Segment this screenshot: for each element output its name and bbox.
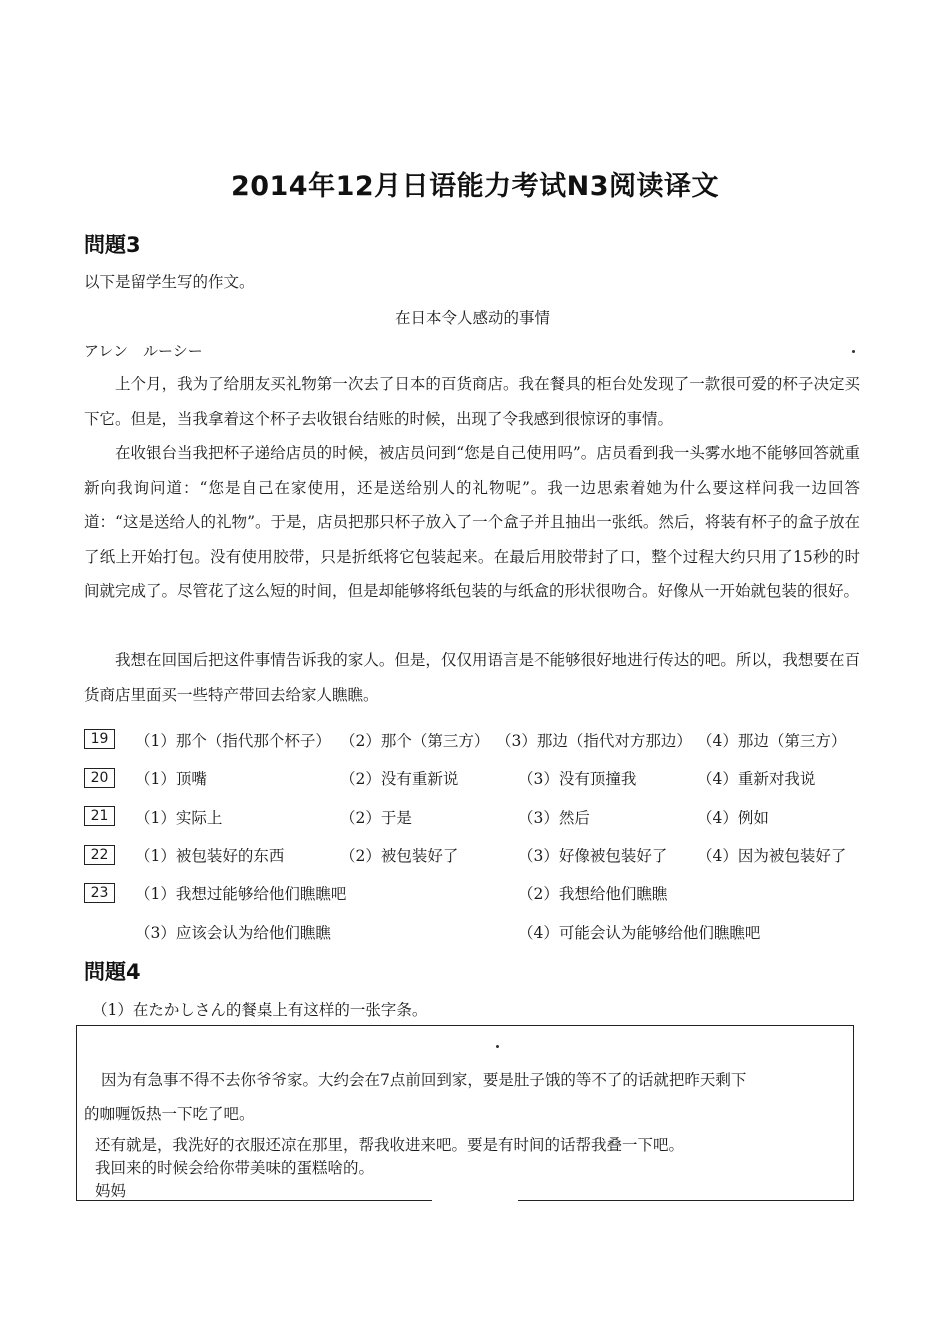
page-title: 2014年12月日语能力考试N3阅读译文 bbox=[230, 171, 720, 202]
question-number-20: 20 bbox=[84, 768, 115, 788]
q23-option-1: （1）我想过能够给他们瞧瞧吧 bbox=[135, 885, 347, 903]
q22-option-1: （1）被包装好的东西 bbox=[135, 847, 285, 865]
q23-option-2: （2）我想给他们瞧瞧 bbox=[518, 885, 668, 903]
question-number-21: 21 bbox=[84, 806, 115, 826]
scan-speck bbox=[852, 350, 855, 353]
q21-option-3: （3）然后 bbox=[518, 809, 590, 827]
memo-line-1: 因为有急事不得不去你爷爷家。大约会在7点前回到家，要是肚子饿的等不了的话就把昨天剩下 bbox=[101, 1071, 747, 1089]
scan-speck bbox=[496, 1045, 499, 1048]
q21-option-4: （4）例如 bbox=[697, 809, 769, 827]
q19-option-4: （4）那边（第三方） bbox=[697, 732, 847, 750]
q23-option-3: （3）应该会认为给他们瞧瞧 bbox=[135, 924, 331, 942]
q22-option-2: （2）被包装好了 bbox=[340, 847, 459, 865]
q21-option-1: （1）实际上 bbox=[135, 809, 223, 827]
q22-option-3: （3）好像被包装好了 bbox=[518, 847, 668, 865]
q20-option-2: （2）没有重新说 bbox=[340, 770, 459, 788]
question-number-22: 22 bbox=[84, 845, 115, 865]
q20-option-1: （1）顶嘴 bbox=[135, 770, 207, 788]
memo-signature: 妈妈 bbox=[95, 1182, 127, 1200]
essay-paragraph-2: 在收银台当我把杯子递给店员的时候，被店员问到“您是自己使用吗”。店员看到我一头雾水地不能够回答就重新向我询问道：“您是自己在家使用，还是送给别人的礼物呢”。我一边思索着她为什么要这样问我一边回答道：“这是送给人的礼物”。于是，店员把那只杯子放入了一个盒子并且抽出一张纸。然后，将装有杯子的盒子放在了纸上开始打包。没有使用胶带，只是折纸将它包装起来。在最后用胶带封了口，整个过程大约只用了15秒的时间就完成了。尽管花了这么短的时间，但是却能够将纸包装的与纸盒的形状很吻合。好像从一开始就包装的很好。 bbox=[84, 444, 860, 600]
section-3-heading: 問題3 bbox=[84, 233, 141, 257]
memo-line-2: 的咖喱饭热一下吃了吧。 bbox=[84, 1105, 255, 1123]
essay-paragraph-3: 我想在回国后把这件事情告诉我的家人。但是，仅仅用语言是不能够很好地进行传达的吧。所以，我想要在百货商店里面买一些特产带回去给家人瞧瞧。 bbox=[84, 651, 860, 704]
q22-option-4: （4）因为被包装好了 bbox=[697, 847, 847, 865]
memo-border-gap bbox=[432, 1197, 518, 1205]
memo-line-3: 还有就是，我洗好的衣服还凉在那里，帮我收进来吧。要是有时间的话帮我叠一下吧。 bbox=[95, 1136, 685, 1154]
question-number-19: 19 bbox=[84, 729, 115, 749]
q19-option-3: （3）那边（指代对方那边） bbox=[496, 732, 692, 750]
q19-option-2: （2）那个（第三方） bbox=[340, 732, 490, 750]
essay-paragraph-1: 上个月，我为了给朋友买礼物第一次去了日本的百货商店。我在餐具的柜台处发现了一款很可爱的杯子决定买下它。但是，当我拿着这个杯子去收银台结账的时候，出现了令我感到很惊讶的事情。 bbox=[84, 375, 860, 428]
section-4-heading: 問題4 bbox=[84, 960, 141, 984]
q20-option-3: （3）没有顶撞我 bbox=[518, 770, 637, 788]
essay-author: アレン ルーシー bbox=[84, 342, 203, 360]
section-4-intro: （1）在たかしさん的餐桌上有这样的一张字条。 bbox=[92, 1001, 428, 1019]
q21-option-2: （2）于是 bbox=[340, 809, 412, 827]
memo-line-4: 我回来的时候会给你带美味的蛋糕啥的。 bbox=[95, 1159, 375, 1177]
q20-option-4: （4）重新对我说 bbox=[697, 770, 816, 788]
section-3-intro: 以下是留学生写的作文。 bbox=[84, 273, 255, 291]
q23-option-4: （4）可能会认为能够给他们瞧瞧吧 bbox=[518, 924, 761, 942]
question-number-23: 23 bbox=[84, 883, 115, 903]
essay-title: 在日本令人感动的事情 bbox=[394, 309, 550, 327]
q19-option-1: （1）那个（指代那个杯子） bbox=[135, 732, 331, 750]
